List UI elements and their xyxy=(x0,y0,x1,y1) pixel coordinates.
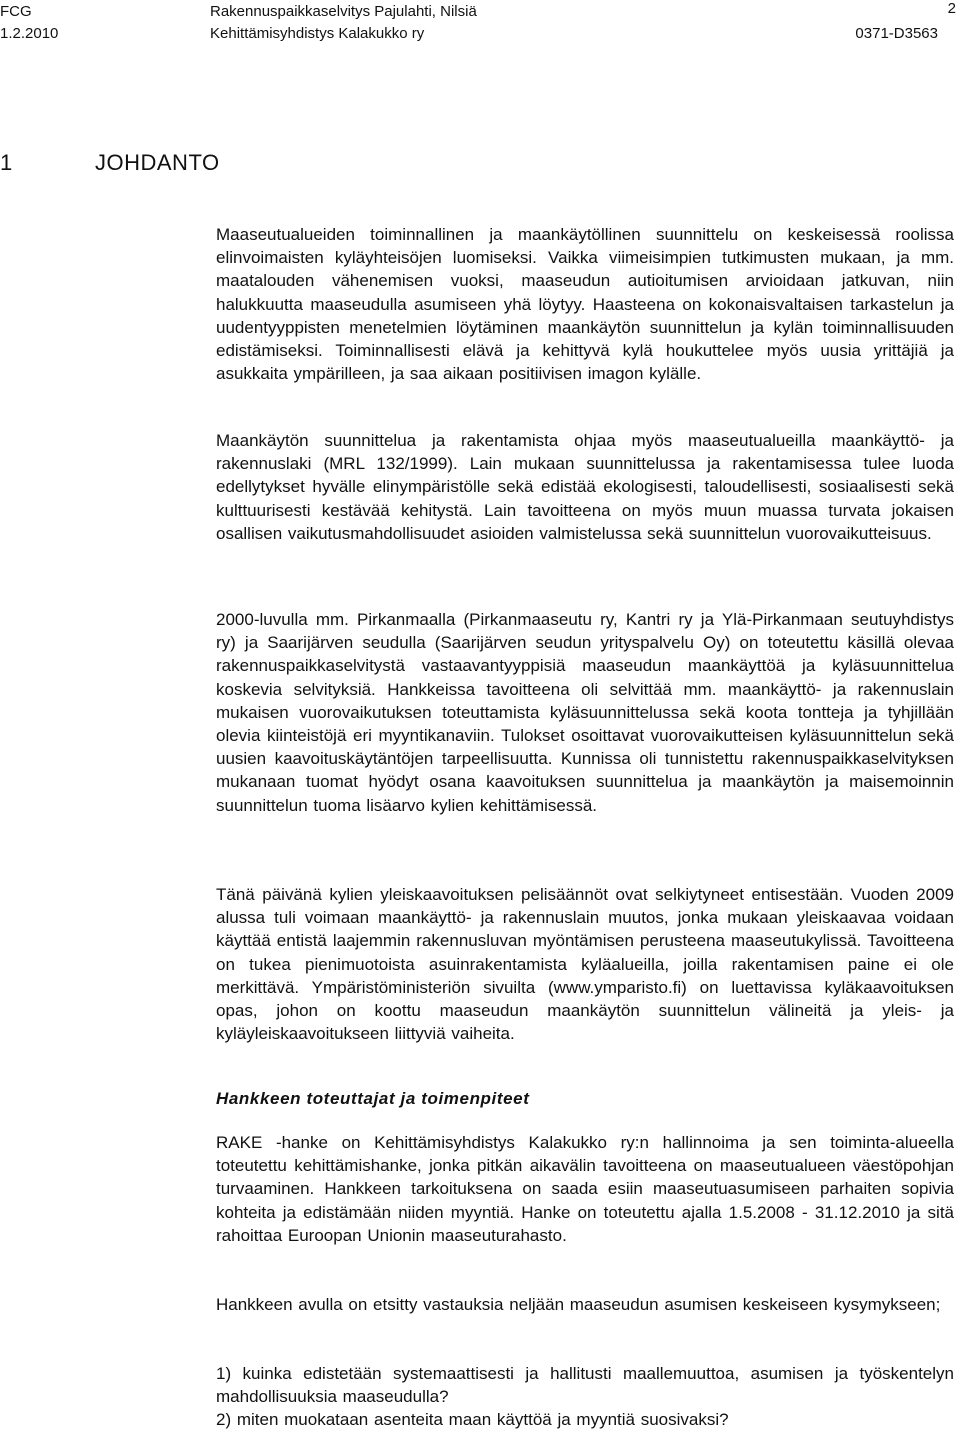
chapter-number: 1 xyxy=(0,150,13,175)
section-paragraph-2: Hankkeen avulla on etsitty vastauksia neljään maaseudun asumisen keskeiseen kysymykseen; xyxy=(216,1295,941,1314)
intro-paragraph-2: Maankäytön suunnittelua ja rakentamista ohjaa myös maaseutualueilla maankäyttö- ja rakennuslaki (MRL 132/1999). Lain mukaan suunnittelussa ja rakentamisessa tulee luoda edellytykset hyvälle elinympäristölle sekä edistää ekologisesti, taloudellisesti, sosiaalisesti sekä kulttuurisesti kestävää kehitystä. Lain tavoitteena on myös muun muassa turvata jokaisen osallisen vaikutusmahdollisuudet asioiden valmistelussa sekä suunnittelun vuorovaikutteisuus. xyxy=(216,431,954,543)
header-project-title: Rakennuspaikkaselvitys Pajulahti, Nilsiä xyxy=(210,3,477,20)
header-project-code: 0371-D3563 xyxy=(855,25,938,42)
header-company: FCG xyxy=(0,3,32,20)
chapter-title: JOHDANTO xyxy=(95,150,220,175)
question-item-1: 1) kuinka edistetään systemaattisesti ja hallitusti maallemuuttoa, asumisen ja työskentelyn mahdollisuuksia maaseudulla? xyxy=(216,1364,954,1407)
section-paragraph-1-block xyxy=(216,1131,954,1247)
section-paragraph-1: RAKE -hanke on Kehittämisyhdistys Kalakukko ry:n hallinnoima ja sen toiminta-alueella toteutettu kehittämishanke, jonka pitkän aikavälin tavoitteena on maaseutualueen väestöpohjan turvaaminen. Hankkeen tarkoituksena on saada esiin maaseutuasumiseen parhaiten sopivia kohteita ja edistämään niiden myyntiä. Hanke on toteutettu ajalla 1.5.2008 - 31.12.2010 ja sitä rahoittaa Euroopan Unionin maaseuturahasto. xyxy=(216,1133,954,1245)
intro-paragraph-4-block xyxy=(216,883,954,1045)
section-heading-block xyxy=(216,1087,954,1110)
section-paragraph-2-block xyxy=(216,1293,954,1316)
intro-paragraph-3-block xyxy=(216,608,954,817)
question-item-2: 2) miten muokataan asenteita maan käyttöä ja myyntiä suosivaksi? xyxy=(216,1410,729,1430)
page-number: 2 xyxy=(947,0,956,17)
intro-paragraph-3: 2000-luvulla mm. Pirkanmaalla (Pirkanmaaseutu ry, Kantri ry ja Ylä-Pirkanmaan seutuyhdistys ry) ja Saarijärven seudulla (Saarijärven seudun yrityspalvelu Oy) on toteutettu käsillä olevaa rakennuspaikkaselvitystä vastaavantyyppisiä maaseudun maankäyttöä ja kyläsuunnittelua koskevia selvityksiä. Hankkeissa tavoitteena oli selvittää mm. maankäyttö- ja rakennuslain mukaisen vuorovaikutuksen toteuttamista kyläsuunnittelussa sekä koota tontteja ja tyhjillään olevia kiinteistöjä eri myyntikanaviin. Tulokset osoittavat vuorovaikutteisen kyläsuunnittelun sekä uusien kaavoituskäytäntöjen tarpeellisuutta. Kunnissa oli tunnistettu rakennuspaikkaselvityksen mukanaan tuomat hyödyt osana kaavoituksen suunnittelua ja maankäytön ja maisemoinnin suunnittelun tuoma lisäarvo kylien kehittämisessä. xyxy=(216,610,954,815)
chapter-heading xyxy=(0,150,220,176)
question-list xyxy=(216,1362,954,1432)
header-client: Kehittämisyhdistys Kalakukko ry xyxy=(210,25,425,42)
header-date: 1.2.2010 xyxy=(0,25,59,42)
intro-paragraph-1: Maaseutualueiden toiminnallinen ja maankäytöllinen suunnittelu on keskeisessä roolissa elinvoimaisten kyläyhteisöjen luomiseksi. Vaikka viimeisimpien tutkimusten mukaan, ja mm. maatalouden vähenemisen vuoksi, maaseudun autioitumisen arvioidaan jatkuvan, niin halukkuutta maaseudulla asumiseen yhä löytyy. Haasteena on kokonaisvaltaisen tarkastelun ja uudentyyppisten menetelmien löytäminen maankäytön suunnittelun ja kylän toiminnallisuuden edistämiseksi. Toiminnallisesti elävä ja kehittyvä kylä houkuttelee myös uusia yrittäjiä ja asukkaita ympärilleen, ja saa aikaan positiivisen imagon kylälle. xyxy=(216,225,954,384)
intro-paragraph-1-block xyxy=(216,223,954,385)
intro-paragraph-2-block xyxy=(216,429,954,545)
section-heading: Hankkeen toteuttajat ja toimenpiteet xyxy=(216,1089,530,1108)
intro-paragraph-4: Tänä päivänä kylien yleiskaavoituksen pelisäännöt ovat selkiytyneet entisestään. Vuoden 2009 alussa tuli voimaan maankäyttö- ja rakennuslain muutos, jonka mukaan yleiskaavaa voidaan käyttää entistä laajemmin rakennusluvan myöntämisen perusteena maaseutukylissä. Tavoitteena on tukea pienimuotoista asuinrakentamista kyläalueilla, joilla rakentamisen paine ei ole merkittävä. Ympäristöministeriön sivuilta (www.ymparisto.fi) on luettavissa kyläkaavoituksen opas, johon on koottu maaseudun maankäytön suunnittelun välineitä ja yleis- ja kyläyleiskaavoitukseen liittyviä vaiheita. xyxy=(216,885,954,1044)
